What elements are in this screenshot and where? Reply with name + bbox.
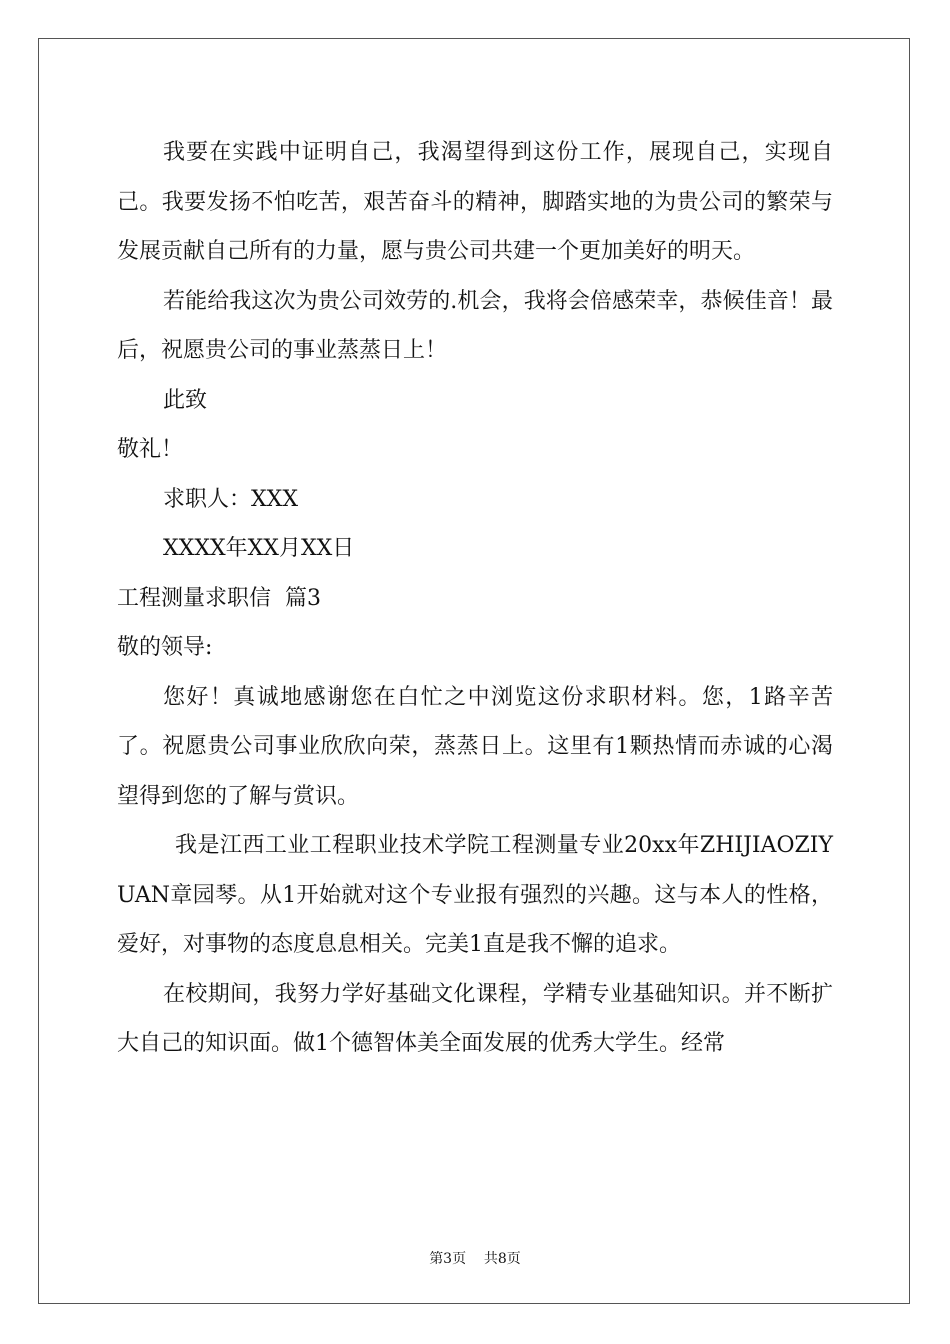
paragraph-3: 您好！真诚地感谢您在白忙之中浏览这份求职材料。您，1路辛苦了。祝愿贵公司事业欣欣向荣，蒸蒸日上。这里有1颗热情而赤诚的心渴望得到您的了解与赏识。 [117,684,833,809]
closing-regards: 敬礼！ [117,437,184,462]
applicant-signature: 求职人：XXX [163,486,298,512]
page-number: 第3页 共8页 [429,1251,521,1267]
letter-date: XXXX年XX月XX日 [163,536,355,561]
paragraph-4: 我是江西工业工程职业技术学院工程测量专业20xx年ZHIJIAOZIYUAN章园琴。从1开始就对这个专业报有强烈的兴趣。这与本人的性格，爱好，对事物的态度息息相关。完美1直是我不懈的追求。 [117,833,833,957]
greeting: 敬的领导: [117,635,213,660]
paragraph-1: 我要在实践中证明自己，我渴望得到这份工作，展现自己，实现自己。我要发扬不怕吃苦，艰苦奋斗的精神，脚踏实地的为贵公司的繁荣与发展贡献自己所有的力量，愿与贵公司共建一个更加美好的明天。 [117,140,833,264]
document-body [117,128,833,1069]
paragraph-5: 在校期间，我努力学好基础文化课程，学精专业基础知识。并不断扩大自己的知识面。做1个德智体美全面发展的优秀大学生。经常 [117,981,833,1056]
paragraph-2: 若能给我这次为贵公司效劳的.机会，我将会倍感荣幸，恭候佳音！最后，祝愿贵公司的事业蒸蒸日上！ [117,288,833,363]
closing-salutation: 此致 [163,387,208,413]
section-heading: 工程测量求职信 篇3 [117,585,321,611]
